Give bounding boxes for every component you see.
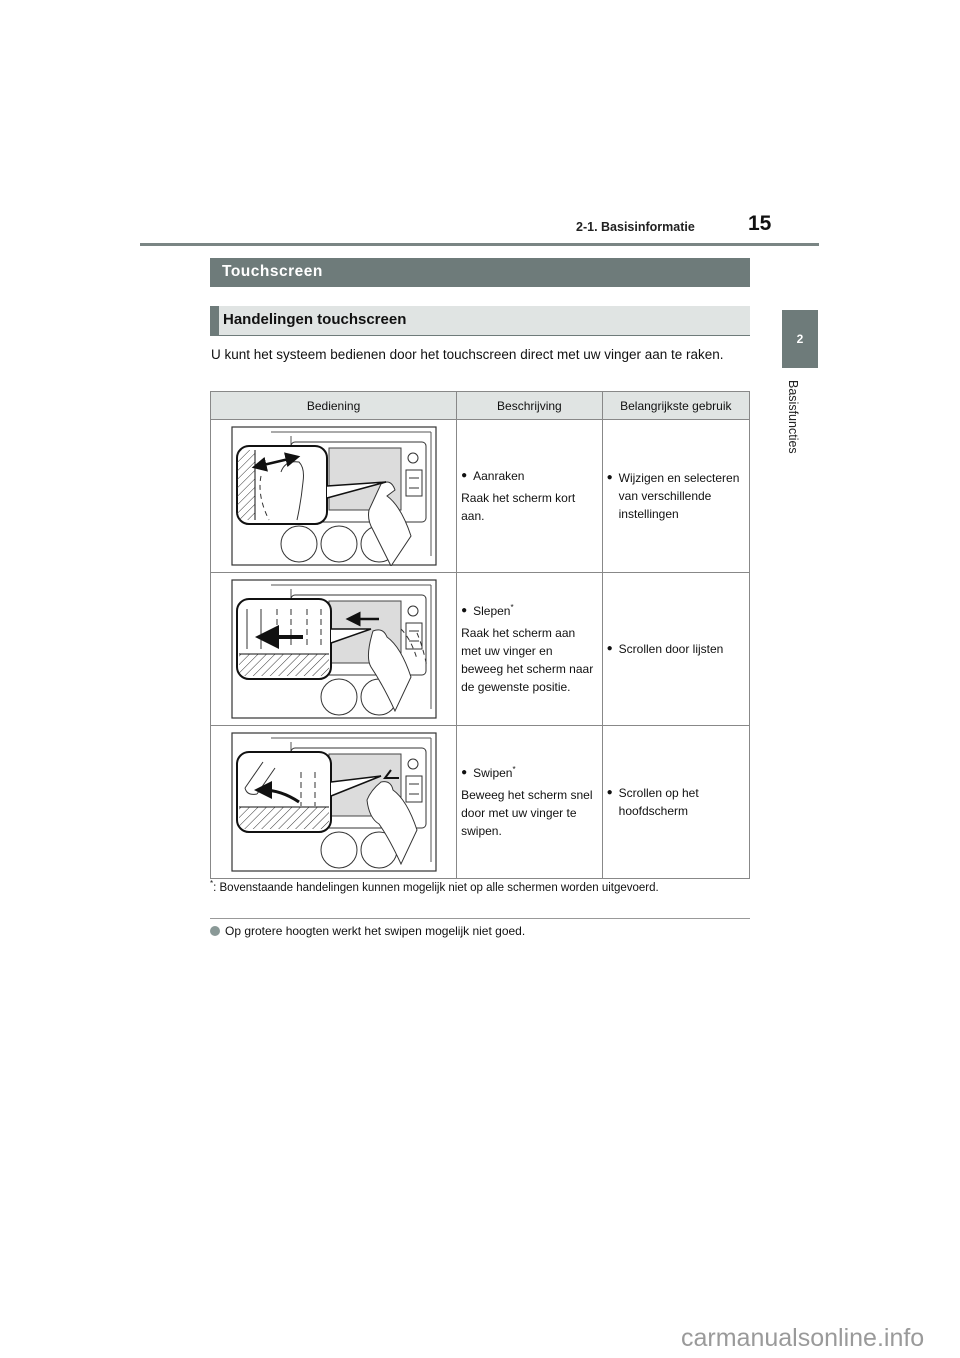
usage-cell [602,420,749,573]
bullet-icon: ● [606,643,613,654]
watermark: carmanualsonline.info [681,1324,925,1352]
section-reference: 2-1. Basisinformatie [576,220,695,234]
footnote-marker: * [510,603,514,612]
subsection-heading [210,306,750,336]
table-footnote [210,879,659,894]
usage-cell [602,573,749,726]
illustration-cell [211,420,457,573]
chapter-number: 2 [796,332,804,346]
description-cell [457,573,603,726]
note-bullet-icon [210,926,220,936]
drag-gesture-illustration [231,579,437,719]
table-header-row [211,392,750,420]
intro-paragraph: U kunt het systeem bedienen door het touchscreen direct met uw vinger aan te raken. [211,347,724,362]
action-name: Slepen [473,604,511,618]
illustration-cell [211,726,457,879]
action-name: Aanraken [473,469,525,483]
info-note [210,924,525,938]
usage-text: Wijzigen en selecteren van verschillende instellingen [618,471,740,521]
section-heading [210,258,750,287]
table-row [211,420,750,573]
action-item [461,764,597,782]
bullet-icon: ● [461,605,468,616]
usage-text: Scrollen op het hoofdscherm [618,786,699,818]
table-row [211,573,750,726]
table-row [211,726,750,879]
usage-cell [602,726,749,879]
header-rule [140,243,819,246]
bullet-icon: ● [606,787,613,798]
subsection-accent [210,306,219,335]
action-name: Swipen [473,766,513,780]
subsection-title: Handelingen touchscreen [223,311,407,328]
usage-text: Scrollen door lijsten [618,642,724,656]
action-item [461,602,597,620]
action-item [461,467,597,485]
tap-gesture-illustration [231,426,437,566]
footnote-marker: * [210,879,214,889]
column-header: Bediening [211,392,457,420]
column-header: Belangrijkste gebruik [602,392,749,420]
bullet-icon: ● [606,472,613,483]
action-description: Beweeg het scherm snel door met uw vinger te swipen. [461,788,593,838]
usage-item [607,784,744,820]
section-title: Touchscreen [222,263,323,280]
page-number: 15 [748,212,772,235]
action-description: Raak het scherm kort aan. [461,491,576,523]
footnote-text: : Bovenstaande handelingen kunnen mogelijk niet op alle schermen worden uitgevoerd. [213,882,659,894]
description-cell [457,420,603,573]
footnote-marker: * [512,765,516,774]
description-cell [457,726,603,879]
note-text: Op grotere hoogten werkt het swipen mogelijk niet goed. [225,924,526,938]
bullet-icon: ● [461,470,468,481]
swipe-gesture-illustration [231,732,437,872]
chapter-label: Basisfuncties [786,380,800,454]
bullet-icon: ● [461,767,468,778]
usage-item [607,469,744,523]
gestures-table [210,391,750,879]
usage-item [607,640,744,658]
illustration-cell [211,573,457,726]
column-header: Beschrijving [457,392,603,420]
note-divider [210,918,750,919]
action-description: Raak het scherm aan met uw vinger en beweeg het scherm naar de gewenste positie. [461,626,594,694]
chapter-tab [782,310,818,368]
